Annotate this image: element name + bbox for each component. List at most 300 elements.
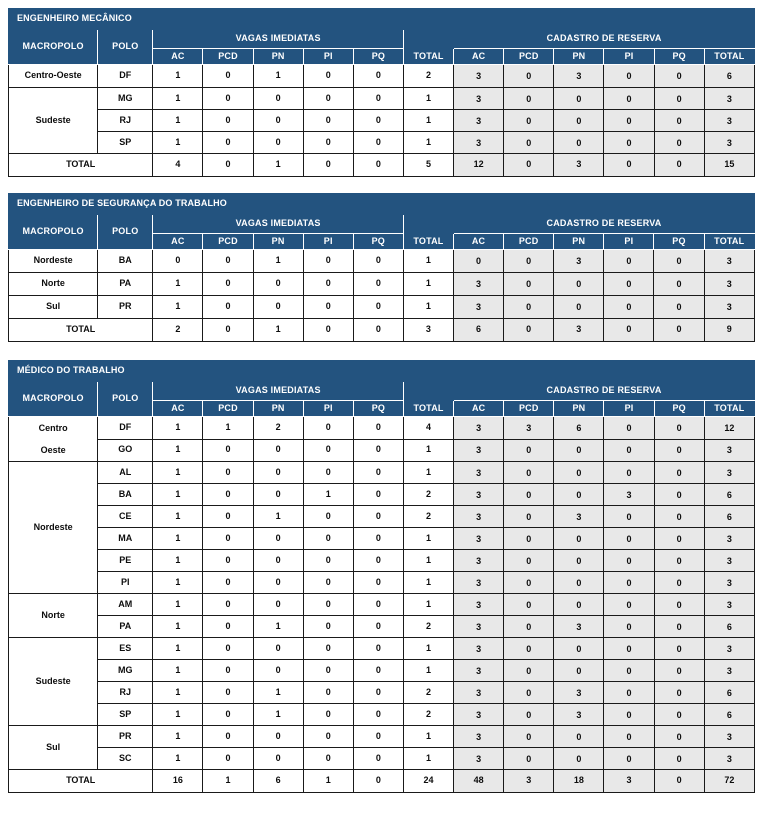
cell-reserva-ac: 3 bbox=[454, 88, 504, 110]
cell-imediatas-pq: 0 bbox=[353, 638, 403, 660]
cell-reserva-pi: 0 bbox=[604, 417, 654, 440]
cell-reserva-pn: 0 bbox=[554, 110, 604, 132]
cell-imediatas-ac: 1 bbox=[153, 132, 203, 154]
cell-imediatas-total: 1 bbox=[403, 726, 453, 748]
column-group-header-spacer bbox=[403, 30, 453, 49]
cell-imediatas-total: 4 bbox=[403, 417, 453, 440]
cell-reserva-pq: 0 bbox=[654, 296, 704, 319]
column-header-imediatas-ac: AC bbox=[153, 49, 203, 65]
cell-imediatas-pcd: 0 bbox=[203, 462, 253, 484]
total-imediatas-ac: 2 bbox=[153, 319, 203, 342]
column-group-header-vagas-imediatas: VAGAS IMEDIATAS bbox=[153, 30, 404, 49]
table-row bbox=[9, 726, 755, 748]
cell-imediatas-pi: 0 bbox=[303, 110, 353, 132]
cell-imediatas-ac: 1 bbox=[153, 462, 203, 484]
cell-imediatas-pcd: 0 bbox=[203, 704, 253, 726]
cell-imediatas-pq: 0 bbox=[353, 250, 403, 273]
polo-cell: PI bbox=[98, 572, 153, 594]
cell-reserva-pcd: 0 bbox=[504, 439, 554, 462]
cell-reserva-pn: 0 bbox=[554, 528, 604, 550]
cell-imediatas-pcd: 0 bbox=[203, 550, 253, 572]
cell-reserva-pcd: 0 bbox=[504, 110, 554, 132]
cell-imediatas-pi: 0 bbox=[303, 594, 353, 616]
cell-imediatas-pn: 2 bbox=[253, 417, 303, 440]
total-imediatas-pq: 0 bbox=[353, 319, 403, 342]
column-group-header-cadastro-de-reserva: CADASTRO DE RESERVA bbox=[454, 382, 755, 401]
cell-imediatas-pq: 0 bbox=[353, 704, 403, 726]
cell-reserva-pn: 0 bbox=[554, 748, 604, 770]
total-reserva-pn: 18 bbox=[554, 770, 604, 793]
cell-reserva-pq: 0 bbox=[654, 65, 704, 88]
macropolo-label-line: Norte bbox=[41, 278, 65, 289]
cell-imediatas-total: 2 bbox=[403, 484, 453, 506]
cell-imediatas-pcd: 1 bbox=[203, 417, 253, 440]
cell-imediatas-ac: 1 bbox=[153, 296, 203, 319]
cell-imediatas-pq: 0 bbox=[353, 296, 403, 319]
cell-imediatas-total: 1 bbox=[403, 250, 453, 273]
cell-reserva-pq: 0 bbox=[654, 616, 704, 638]
column-group-header-vagas-imediatas: VAGAS IMEDIATAS bbox=[153, 382, 404, 401]
cell-imediatas-ac: 1 bbox=[153, 506, 203, 528]
header-group-row bbox=[9, 382, 755, 401]
column-header-macropolo: MACROPOLO bbox=[9, 30, 98, 65]
cell-imediatas-pcd: 0 bbox=[203, 296, 253, 319]
cell-reserva-ac: 3 bbox=[454, 110, 504, 132]
total-imediatas-total: 3 bbox=[403, 319, 453, 342]
cell-reserva-pcd: 0 bbox=[504, 660, 554, 682]
cell-imediatas-pi: 0 bbox=[303, 462, 353, 484]
cell-imediatas-pq: 0 bbox=[353, 616, 403, 638]
cell-reserva-pn: 3 bbox=[554, 704, 604, 726]
cell-imediatas-pcd: 0 bbox=[203, 660, 253, 682]
cell-reserva-pcd: 0 bbox=[504, 65, 554, 88]
table-row bbox=[9, 528, 755, 550]
macropolo-label-line: Norte bbox=[41, 609, 65, 620]
macropolo-label-line: Centro bbox=[38, 423, 68, 433]
table-row bbox=[9, 439, 755, 462]
macropolo-cell bbox=[9, 462, 98, 594]
table-row bbox=[9, 273, 755, 296]
cell-reserva-pcd: 0 bbox=[504, 594, 554, 616]
column-header-imediatas-pcd: PCD bbox=[203, 401, 253, 417]
total-imediatas-pcd: 1 bbox=[203, 770, 253, 793]
cell-reserva-pn: 0 bbox=[554, 88, 604, 110]
polo-cell: RJ bbox=[98, 110, 153, 132]
cell-imediatas-pn: 0 bbox=[253, 462, 303, 484]
macropolo-cell bbox=[9, 65, 98, 88]
table-spacer bbox=[0, 342, 769, 360]
column-header-reserva-pi: PI bbox=[604, 49, 654, 65]
column-header-imediatas-pi: PI bbox=[303, 234, 353, 250]
cell-imediatas-pi: 0 bbox=[303, 660, 353, 682]
cell-reserva-pi: 0 bbox=[604, 594, 654, 616]
cell-reserva-total: 3 bbox=[704, 132, 754, 154]
cell-reserva-pq: 0 bbox=[654, 439, 704, 462]
macropolo-label-line: Sudeste bbox=[35, 114, 71, 125]
cell-reserva-pn: 0 bbox=[554, 462, 604, 484]
cell-imediatas-pi: 0 bbox=[303, 506, 353, 528]
cell-imediatas-pi: 0 bbox=[303, 572, 353, 594]
polo-cell: MA bbox=[98, 528, 153, 550]
cell-imediatas-pn: 0 bbox=[253, 638, 303, 660]
cell-reserva-ac: 3 bbox=[454, 484, 504, 506]
cell-imediatas-total: 2 bbox=[403, 616, 453, 638]
cell-reserva-pcd: 0 bbox=[504, 296, 554, 319]
cell-reserva-pi: 0 bbox=[604, 704, 654, 726]
cell-reserva-pcd: 0 bbox=[504, 748, 554, 770]
vacancy-table-block bbox=[8, 193, 755, 342]
cell-reserva-total: 3 bbox=[704, 594, 754, 616]
cell-imediatas-pcd: 0 bbox=[203, 484, 253, 506]
cell-reserva-pcd: 0 bbox=[504, 616, 554, 638]
column-header-reserva-total: TOTAL bbox=[704, 49, 754, 65]
total-reserva-pn: 3 bbox=[554, 319, 604, 342]
cell-imediatas-pi: 0 bbox=[303, 273, 353, 296]
table-row bbox=[9, 132, 755, 154]
cell-imediatas-pq: 0 bbox=[353, 572, 403, 594]
macropolo-cell bbox=[9, 594, 98, 638]
cell-reserva-pcd: 0 bbox=[504, 88, 554, 110]
cell-reserva-pi: 0 bbox=[604, 88, 654, 110]
column-header-reserva-pq: PQ bbox=[654, 234, 704, 250]
macropolo-cell bbox=[9, 250, 98, 273]
cell-imediatas-pn: 1 bbox=[253, 506, 303, 528]
total-reserva-ac: 6 bbox=[453, 319, 503, 342]
column-header-reserva-pn: PN bbox=[554, 234, 604, 250]
cell-imediatas-pi: 1 bbox=[303, 484, 353, 506]
cell-imediatas-total: 1 bbox=[403, 132, 453, 154]
cell-reserva-pn: 3 bbox=[554, 616, 604, 638]
cell-reserva-pi: 0 bbox=[604, 250, 654, 273]
cell-reserva-total: 3 bbox=[704, 550, 754, 572]
cell-imediatas-ac: 1 bbox=[153, 550, 203, 572]
cell-imediatas-ac: 0 bbox=[153, 250, 203, 273]
cell-imediatas-ac: 1 bbox=[153, 748, 203, 770]
cell-reserva-pi: 0 bbox=[604, 638, 654, 660]
cell-reserva-total: 6 bbox=[704, 65, 754, 88]
cell-reserva-pq: 0 bbox=[654, 572, 704, 594]
cell-reserva-ac: 3 bbox=[454, 594, 504, 616]
cell-imediatas-pq: 0 bbox=[353, 506, 403, 528]
cell-reserva-total: 6 bbox=[704, 506, 754, 528]
cell-imediatas-pq: 0 bbox=[353, 65, 403, 88]
cell-imediatas-pi: 0 bbox=[303, 296, 353, 319]
column-group-header-vagas-imediatas: VAGAS IMEDIATAS bbox=[153, 215, 404, 234]
cell-imediatas-pn: 0 bbox=[253, 439, 303, 462]
polo-cell: MG bbox=[98, 88, 153, 110]
total-imediatas-ac: 16 bbox=[153, 770, 203, 793]
polo-cell: CE bbox=[98, 506, 153, 528]
cell-imediatas-total: 2 bbox=[403, 704, 453, 726]
cell-reserva-pcd: 0 bbox=[504, 273, 554, 296]
cell-reserva-pi: 0 bbox=[604, 439, 654, 462]
column-header-imediatas-total: TOTAL bbox=[403, 49, 453, 65]
cell-reserva-pcd: 0 bbox=[504, 132, 554, 154]
cell-imediatas-pn: 0 bbox=[253, 296, 303, 319]
cell-reserva-pi: 0 bbox=[604, 572, 654, 594]
cell-reserva-pn: 0 bbox=[554, 638, 604, 660]
column-header-imediatas-pn: PN bbox=[253, 401, 303, 417]
cell-reserva-pq: 0 bbox=[654, 132, 704, 154]
column-header-imediatas-pn: PN bbox=[253, 234, 303, 250]
column-header-polo: POLO bbox=[98, 382, 153, 417]
cell-imediatas-pcd: 0 bbox=[203, 638, 253, 660]
polo-cell: ES bbox=[98, 638, 153, 660]
cell-imediatas-pcd: 0 bbox=[203, 748, 253, 770]
cell-imediatas-pn: 0 bbox=[253, 273, 303, 296]
cell-imediatas-pq: 0 bbox=[353, 484, 403, 506]
cell-reserva-pi: 0 bbox=[604, 132, 654, 154]
cell-imediatas-pcd: 0 bbox=[203, 594, 253, 616]
cell-reserva-pcd: 0 bbox=[504, 462, 554, 484]
cell-reserva-pcd: 0 bbox=[504, 726, 554, 748]
cell-imediatas-pq: 0 bbox=[353, 660, 403, 682]
cell-reserva-pq: 0 bbox=[654, 484, 704, 506]
cell-reserva-ac: 3 bbox=[454, 748, 504, 770]
cell-reserva-pq: 0 bbox=[654, 660, 704, 682]
cell-imediatas-total: 1 bbox=[403, 296, 453, 319]
cell-reserva-pn: 0 bbox=[554, 550, 604, 572]
cell-reserva-total: 6 bbox=[704, 616, 754, 638]
cell-reserva-pq: 0 bbox=[654, 550, 704, 572]
cell-imediatas-pi: 0 bbox=[303, 88, 353, 110]
table-row bbox=[9, 484, 755, 506]
cell-reserva-pcd: 0 bbox=[504, 550, 554, 572]
cell-imediatas-pcd: 0 bbox=[203, 65, 253, 88]
total-imediatas-total: 5 bbox=[403, 154, 453, 177]
cell-reserva-ac: 3 bbox=[454, 660, 504, 682]
cell-imediatas-pn: 1 bbox=[253, 616, 303, 638]
cell-reserva-total: 3 bbox=[704, 748, 754, 770]
cell-imediatas-pn: 1 bbox=[253, 704, 303, 726]
total-reserva-total: 72 bbox=[704, 770, 754, 793]
cell-imediatas-pn: 0 bbox=[253, 88, 303, 110]
polo-cell: BA bbox=[98, 250, 153, 273]
column-header-reserva-total: TOTAL bbox=[704, 401, 754, 417]
cell-imediatas-total: 1 bbox=[403, 110, 453, 132]
table-row bbox=[9, 638, 755, 660]
table-title: ENGENHEIRO MECÂNICO bbox=[9, 9, 755, 30]
cell-reserva-total: 3 bbox=[704, 296, 754, 319]
cell-imediatas-pn: 1 bbox=[253, 65, 303, 88]
cell-imediatas-pcd: 0 bbox=[203, 616, 253, 638]
cell-reserva-ac: 3 bbox=[454, 616, 504, 638]
table-row bbox=[9, 417, 755, 440]
total-reserva-pi: 3 bbox=[604, 770, 654, 793]
cell-reserva-ac: 3 bbox=[454, 528, 504, 550]
cell-reserva-pq: 0 bbox=[654, 594, 704, 616]
cell-imediatas-pn: 0 bbox=[253, 660, 303, 682]
cell-imediatas-ac: 1 bbox=[153, 273, 203, 296]
cell-reserva-total: 3 bbox=[704, 250, 754, 273]
column-header-macropolo: MACROPOLO bbox=[9, 382, 98, 417]
total-reserva-pq: 0 bbox=[654, 154, 704, 177]
table-row bbox=[9, 616, 755, 638]
column-header-imediatas-pq: PQ bbox=[353, 49, 403, 65]
column-header-polo: POLO bbox=[98, 30, 153, 65]
total-imediatas-pn: 1 bbox=[253, 154, 303, 177]
cell-imediatas-ac: 1 bbox=[153, 704, 203, 726]
cell-reserva-ac: 3 bbox=[454, 638, 504, 660]
table-row bbox=[9, 88, 755, 110]
tables-container bbox=[0, 8, 769, 793]
cell-imediatas-pi: 0 bbox=[303, 638, 353, 660]
cell-reserva-pn: 0 bbox=[554, 132, 604, 154]
cell-imediatas-pn: 1 bbox=[253, 682, 303, 704]
cell-reserva-pq: 0 bbox=[654, 528, 704, 550]
cell-imediatas-total: 1 bbox=[403, 528, 453, 550]
cell-imediatas-total: 2 bbox=[403, 506, 453, 528]
table-row bbox=[9, 550, 755, 572]
macropolo-cell bbox=[9, 273, 98, 296]
polo-cell: AM bbox=[98, 594, 153, 616]
total-imediatas-pcd: 0 bbox=[203, 319, 253, 342]
cell-imediatas-pi: 0 bbox=[303, 250, 353, 273]
cell-imediatas-pq: 0 bbox=[353, 88, 403, 110]
cell-reserva-total: 6 bbox=[704, 704, 754, 726]
column-header-reserva-pi: PI bbox=[604, 401, 654, 417]
cell-reserva-pn: 6 bbox=[554, 417, 604, 440]
table-title: MÉDICO DO TRABALHO bbox=[9, 361, 755, 382]
cell-reserva-total: 6 bbox=[704, 682, 754, 704]
cell-imediatas-pn: 0 bbox=[253, 726, 303, 748]
cell-reserva-pi: 0 bbox=[604, 296, 654, 319]
macropolo-label-line: Oeste bbox=[40, 445, 66, 455]
cell-reserva-ac: 3 bbox=[454, 417, 504, 440]
cell-imediatas-ac: 1 bbox=[153, 417, 203, 440]
cell-imediatas-ac: 1 bbox=[153, 439, 203, 462]
total-reserva-total: 15 bbox=[704, 154, 754, 177]
cell-reserva-pcd: 0 bbox=[504, 682, 554, 704]
column-header-imediatas-ac: AC bbox=[153, 401, 203, 417]
cell-imediatas-pq: 0 bbox=[353, 417, 403, 440]
cell-imediatas-pn: 0 bbox=[253, 572, 303, 594]
cell-reserva-pq: 0 bbox=[654, 506, 704, 528]
cell-reserva-pn: 0 bbox=[554, 439, 604, 462]
polo-cell: SC bbox=[98, 748, 153, 770]
cell-reserva-pn: 0 bbox=[554, 594, 604, 616]
cell-imediatas-pcd: 0 bbox=[203, 682, 253, 704]
polo-cell: RJ bbox=[98, 682, 153, 704]
cell-imediatas-total: 1 bbox=[403, 550, 453, 572]
cell-imediatas-pcd: 0 bbox=[203, 439, 253, 462]
cell-imediatas-pcd: 0 bbox=[203, 726, 253, 748]
total-imediatas-ac: 4 bbox=[153, 154, 203, 177]
cell-imediatas-pcd: 0 bbox=[203, 88, 253, 110]
total-imediatas-pi: 0 bbox=[303, 154, 353, 177]
polo-cell: BA bbox=[98, 484, 153, 506]
column-header-reserva-pq: PQ bbox=[654, 49, 704, 65]
cell-reserva-pi: 0 bbox=[604, 726, 654, 748]
total-reserva-pq: 0 bbox=[654, 770, 704, 793]
cell-imediatas-pi: 0 bbox=[303, 682, 353, 704]
cell-reserva-pi: 3 bbox=[604, 484, 654, 506]
total-imediatas-pcd: 0 bbox=[203, 154, 253, 177]
cell-reserva-total: 3 bbox=[704, 110, 754, 132]
column-group-header-spacer bbox=[403, 215, 453, 234]
polo-cell: AL bbox=[98, 462, 153, 484]
macropolo-label-line: Sul bbox=[46, 301, 61, 312]
macropolo-cell bbox=[9, 296, 98, 319]
header-group-row bbox=[9, 215, 755, 234]
cell-reserva-pn: 0 bbox=[554, 296, 604, 319]
table-row bbox=[9, 572, 755, 594]
column-header-reserva-total: TOTAL bbox=[704, 234, 754, 250]
cell-reserva-total: 3 bbox=[704, 726, 754, 748]
column-header-imediatas-pcd: PCD bbox=[203, 49, 253, 65]
vacancy-table bbox=[8, 8, 755, 177]
cell-reserva-pcd: 0 bbox=[504, 506, 554, 528]
column-header-imediatas-ac: AC bbox=[153, 234, 203, 250]
table-row bbox=[9, 506, 755, 528]
cell-reserva-pq: 0 bbox=[654, 417, 704, 440]
cell-imediatas-pcd: 0 bbox=[203, 572, 253, 594]
polo-cell: GO bbox=[98, 439, 153, 462]
macropolo-label-line: Centro-Oeste bbox=[24, 70, 82, 81]
macropolo-cell bbox=[9, 638, 98, 726]
cell-imediatas-pn: 0 bbox=[253, 594, 303, 616]
cell-imediatas-pn: 0 bbox=[253, 528, 303, 550]
column-group-header-spacer bbox=[403, 382, 453, 401]
column-header-reserva-pi: PI bbox=[604, 234, 654, 250]
table-total-row bbox=[9, 319, 755, 342]
cell-imediatas-pi: 0 bbox=[303, 704, 353, 726]
cell-imediatas-ac: 1 bbox=[153, 572, 203, 594]
polo-cell: DF bbox=[98, 65, 153, 88]
column-header-imediatas-pq: PQ bbox=[353, 234, 403, 250]
column-header-reserva-ac: AC bbox=[453, 234, 503, 250]
column-header-reserva-ac: AC bbox=[454, 49, 504, 65]
cell-imediatas-pn: 1 bbox=[253, 250, 303, 273]
cell-reserva-pn: 3 bbox=[554, 682, 604, 704]
cell-imediatas-pcd: 0 bbox=[203, 506, 253, 528]
cell-imediatas-pcd: 0 bbox=[203, 110, 253, 132]
cell-reserva-total: 3 bbox=[704, 462, 754, 484]
cell-imediatas-total: 1 bbox=[403, 439, 453, 462]
polo-cell: PA bbox=[98, 273, 153, 296]
cell-reserva-pcd: 0 bbox=[504, 638, 554, 660]
total-reserva-pcd: 0 bbox=[504, 319, 554, 342]
cell-reserva-pn: 0 bbox=[554, 273, 604, 296]
header-group-row bbox=[9, 30, 755, 49]
column-header-reserva-ac: AC bbox=[454, 401, 504, 417]
cell-imediatas-ac: 1 bbox=[153, 528, 203, 550]
cell-imediatas-pq: 0 bbox=[353, 110, 403, 132]
column-header-imediatas-pn: PN bbox=[253, 49, 303, 65]
cell-reserva-pq: 0 bbox=[654, 704, 704, 726]
cell-reserva-total: 3 bbox=[704, 572, 754, 594]
total-reserva-pn: 3 bbox=[554, 154, 604, 177]
table-row bbox=[9, 110, 755, 132]
cell-reserva-pq: 0 bbox=[654, 638, 704, 660]
cell-imediatas-total: 1 bbox=[403, 660, 453, 682]
cell-imediatas-pn: 0 bbox=[253, 748, 303, 770]
total-reserva-pq: 0 bbox=[654, 319, 704, 342]
cell-reserva-pi: 0 bbox=[604, 273, 654, 296]
column-header-imediatas-total: TOTAL bbox=[403, 234, 453, 250]
cell-imediatas-total: 2 bbox=[403, 65, 453, 88]
cell-imediatas-ac: 1 bbox=[153, 88, 203, 110]
column-group-header-cadastro-de-reserva: CADASTRO DE RESERVA bbox=[454, 30, 755, 49]
cell-reserva-pi: 0 bbox=[604, 682, 654, 704]
total-imediatas-pq: 0 bbox=[353, 154, 403, 177]
vacancy-table bbox=[8, 193, 755, 342]
cell-imediatas-pq: 0 bbox=[353, 439, 403, 462]
vacancy-table-block bbox=[8, 360, 755, 793]
cell-imediatas-pn: 0 bbox=[253, 484, 303, 506]
cell-reserva-pn: 3 bbox=[554, 250, 604, 273]
cell-imediatas-ac: 1 bbox=[153, 65, 203, 88]
